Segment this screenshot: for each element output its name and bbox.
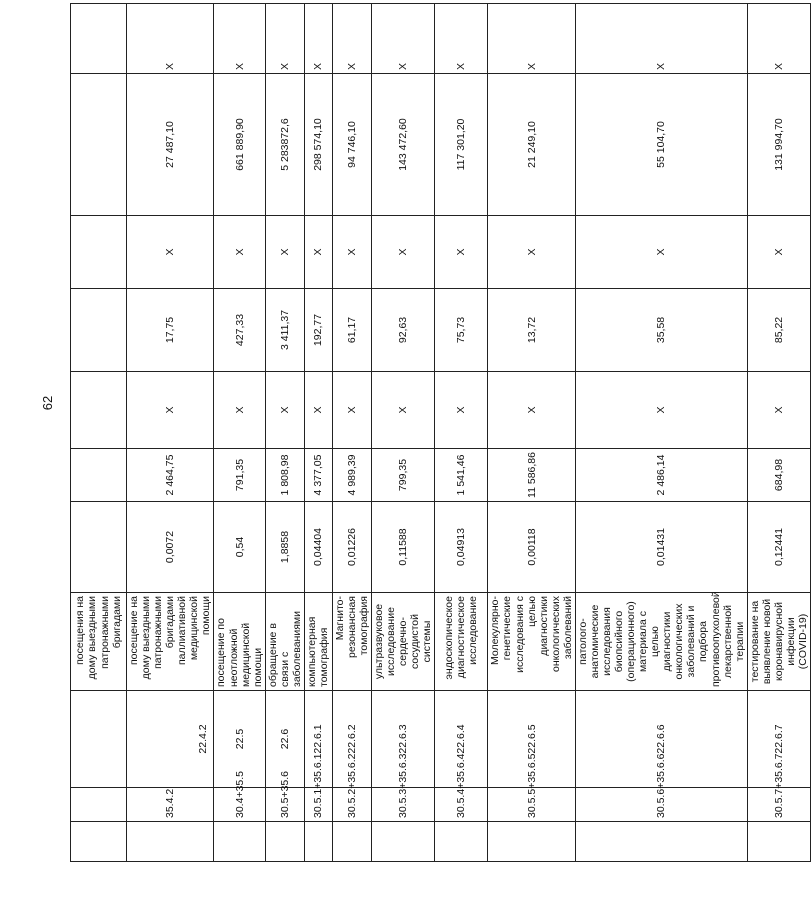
table-row <box>127 4 214 862</box>
row-unit-cost: 791,35 <box>214 449 265 502</box>
row-code: 30.5.5+35.6.5 <box>488 788 575 822</box>
row-total-value: 94 746,10 <box>332 74 371 216</box>
row-coefficient: 0,11588 <box>372 502 435 593</box>
row-subcode: 22.5 <box>214 691 265 788</box>
row-unit-cost: 1 808,98 <box>265 449 304 502</box>
row-margin-cell <box>372 822 435 862</box>
row-unit-cost: 799,35 <box>372 449 435 502</box>
row-coefficient: 0,54 <box>214 502 265 593</box>
row-total-value: 27 487,10 <box>127 74 214 216</box>
table-row <box>575 4 747 862</box>
row-x-mark-3: Х <box>127 4 214 74</box>
row-margin-cell <box>304 822 332 862</box>
row-margin-cell <box>71 822 127 862</box>
row-per-capita-value: 427,33 <box>214 289 265 372</box>
row-margin-cell <box>488 822 575 862</box>
row-x-mark-3: Х <box>488 4 575 74</box>
row-x-mark-2: Х <box>747 216 810 289</box>
row-total-value <box>71 74 127 216</box>
row-service-name: посещение по неотложной медицинской помощи <box>214 593 265 691</box>
row-unit-cost: 11 586,86 <box>488 449 575 502</box>
row-x-mark-1: Х <box>127 372 214 449</box>
row-x-mark-2: Х <box>332 216 371 289</box>
row-code: 30.5.4+35.6.4 <box>435 788 488 822</box>
row-total-value: 298 574,10 <box>304 74 332 216</box>
row-margin-cell <box>575 822 747 862</box>
row-unit-cost: 684,98 <box>747 449 810 502</box>
table-row <box>214 4 265 862</box>
row-x-mark-1: Х <box>304 372 332 449</box>
row-total-value: 5 283872,6 <box>265 74 304 216</box>
row-total-value: 143 472,60 <box>372 74 435 216</box>
rotated-table-wrapper <box>70 38 809 862</box>
row-service-name: патолого-анатомические исследования биопсийного (операционного) материала с целью диагностики онкологических заболеваний и подбора противоопухолевой лекарственной терапии <box>575 593 747 691</box>
row-per-capita-value: 85,22 <box>747 289 810 372</box>
row-x-mark-1: Х <box>747 372 810 449</box>
row-margin-cell <box>214 822 265 862</box>
row-coefficient: 1,8858 <box>265 502 304 593</box>
row-subcode: 22.6.6 <box>575 691 747 788</box>
row-x-mark-3: Х <box>372 4 435 74</box>
row-unit-cost: 4 989,39 <box>332 449 371 502</box>
row-coefficient: 0,0072 <box>127 502 214 593</box>
row-coefficient: 0,01226 <box>332 502 371 593</box>
row-code: 30.5.3+35.6.3 <box>372 788 435 822</box>
row-code <box>71 788 127 822</box>
row-x-mark-3: Х <box>304 4 332 74</box>
row-unit-cost: 1 541,46 <box>435 449 488 502</box>
row-service-name: Молекулярно-генетические исследования с целью диагностики онкологических заболеваний <box>488 593 575 691</box>
row-total-value: 131 994,70 <box>747 74 810 216</box>
row-per-capita-value: 75,73 <box>435 289 488 372</box>
row-x-mark-3 <box>71 4 127 74</box>
row-x-mark-1: Х <box>332 372 371 449</box>
row-unit-cost: 2 464,75 <box>127 449 214 502</box>
row-subcode: 22.6.7 <box>747 691 810 788</box>
row-margin-cell <box>332 822 371 862</box>
row-subcode: 22.6.2 <box>332 691 371 788</box>
row-x-mark-3: Х <box>435 4 488 74</box>
table-row <box>747 4 810 862</box>
row-x-mark-3: Х <box>265 4 304 74</box>
row-code: 30.4+35.5 <box>214 788 265 822</box>
table-row <box>71 4 127 862</box>
row-total-value: 661 889,90 <box>214 74 265 216</box>
row-subcode: 22.4.2 <box>127 691 214 788</box>
row-service-name: компьютерная томография <box>304 593 332 691</box>
row-total-value: 55 104,70 <box>575 74 747 216</box>
table-row <box>488 4 575 862</box>
row-coefficient: 0,01431 <box>575 502 747 593</box>
row-unit-cost <box>71 449 127 502</box>
row-per-capita-value: 61,17 <box>332 289 371 372</box>
row-x-mark-3: Х <box>575 4 747 74</box>
row-per-capita-value: 17,75 <box>127 289 214 372</box>
row-per-capita-value: 3 411,37 <box>265 289 304 372</box>
row-subcode: 22.6.3 <box>372 691 435 788</box>
row-margin-cell <box>265 822 304 862</box>
row-x-mark-1: Х <box>265 372 304 449</box>
row-per-capita-value <box>71 289 127 372</box>
row-x-mark-3: Х <box>747 4 810 74</box>
table-row <box>435 4 488 862</box>
row-service-name: ультразвуковое исследование сердечно-сосудистой системы <box>372 593 435 691</box>
row-x-mark-2: Х <box>127 216 214 289</box>
row-x-mark-2: Х <box>214 216 265 289</box>
row-x-mark-2 <box>71 216 127 289</box>
row-service-name: посещения на дому выездными патронажными бригадами <box>71 593 127 691</box>
row-service-name: обращение в связи с заболеваниями <box>265 593 304 691</box>
table-row <box>332 4 371 862</box>
row-unit-cost: 2 486,14 <box>575 449 747 502</box>
row-x-mark-1: Х <box>575 372 747 449</box>
row-subcode: 22.6 <box>265 691 304 788</box>
row-coefficient: 0,04913 <box>435 502 488 593</box>
table-row <box>265 4 304 862</box>
row-x-mark-2: Х <box>372 216 435 289</box>
row-x-mark-2: Х <box>435 216 488 289</box>
row-per-capita-value: 192,77 <box>304 289 332 372</box>
row-x-mark-2: Х <box>304 216 332 289</box>
row-code: 35.4.2 <box>127 788 214 822</box>
row-code: 30.5.7+35.6.7 <box>747 788 810 822</box>
tariff-table <box>70 3 811 862</box>
row-code: 30.5.2+35.6.2 <box>332 788 371 822</box>
row-service-name: Магнито-резонансная томография <box>332 593 371 691</box>
row-per-capita-value: 92,63 <box>372 289 435 372</box>
table-row <box>304 4 332 862</box>
row-service-name: тестирование на выявление новой коронавирусной инфекции (COVID-19) <box>747 593 810 691</box>
row-coefficient <box>71 502 127 593</box>
row-total-value: 117 301,20 <box>435 74 488 216</box>
row-unit-cost: 4 377,05 <box>304 449 332 502</box>
row-coefficient: 0,12441 <box>747 502 810 593</box>
row-x-mark-1 <box>71 372 127 449</box>
row-subcode: 22.6.5 <box>488 691 575 788</box>
row-coefficient: 0,04404 <box>304 502 332 593</box>
row-x-mark-2: Х <box>265 216 304 289</box>
row-subcode: 22.6.1 <box>304 691 332 788</box>
row-subcode: 22.6.4 <box>435 691 488 788</box>
row-margin-cell <box>127 822 214 862</box>
row-total-value: 21 249,10 <box>488 74 575 216</box>
row-x-mark-2: Х <box>575 216 747 289</box>
row-per-capita-value: 13,72 <box>488 289 575 372</box>
row-service-name: посещение на дому выездными патронажными бригадами паллиативной медицинской помощи <box>127 593 214 691</box>
page-number: 62 <box>40 395 55 411</box>
row-code: 30.5.1+35.6.1 <box>304 788 332 822</box>
row-margin-cell <box>435 822 488 862</box>
row-margin-cell <box>747 822 810 862</box>
row-per-capita-value: 35,58 <box>575 289 747 372</box>
table-row <box>372 4 435 862</box>
row-x-mark-1: Х <box>435 372 488 449</box>
row-x-mark-1: Х <box>488 372 575 449</box>
row-x-mark-3: Х <box>214 4 265 74</box>
row-coefficient: 0,00118 <box>488 502 575 593</box>
row-code: 30.5.6+35.6.6 <box>575 788 747 822</box>
row-x-mark-1: Х <box>214 372 265 449</box>
row-x-mark-2: Х <box>488 216 575 289</box>
row-x-mark-1: Х <box>372 372 435 449</box>
row-code: 30.5+35.6 <box>265 788 304 822</box>
row-x-mark-3: Х <box>332 4 371 74</box>
row-subcode <box>71 691 127 788</box>
row-service-name: эндоскопическое диагностическое исследование <box>435 593 488 691</box>
